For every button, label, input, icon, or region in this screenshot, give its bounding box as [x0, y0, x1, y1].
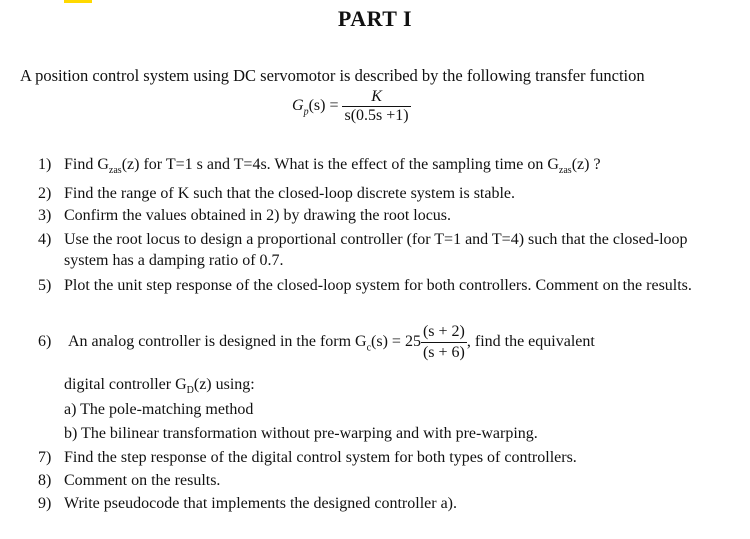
q6-cont-a: digital controller G	[64, 376, 187, 393]
question-6	[38, 322, 718, 363]
question-number: 2)	[38, 185, 52, 202]
q1-part-a: Find G	[64, 156, 109, 173]
tf-fraction	[342, 88, 410, 125]
q6-continuation	[64, 376, 255, 396]
question-text: Comment on the results.	[64, 472, 221, 489]
q6-cont-sub: D	[186, 385, 194, 397]
highlight-mark	[64, 0, 92, 3]
q6-subitem-b: b) The bilinear transformation without pre-warping and with pre-warping.	[64, 425, 538, 442]
q1-part-c: (z) ?	[571, 156, 601, 173]
question-2	[38, 183, 718, 204]
q6-subitem-a: a) The pole-matching method	[64, 401, 254, 418]
question-number: 6)	[38, 333, 52, 350]
q6-denominator: (s + 6)	[422, 344, 465, 361]
question-text: Find the step response of the digital control system for both types of controllers.	[64, 449, 577, 466]
q6-part-c: , find the equivalent	[466, 333, 595, 351]
tf-denominator: s(0.5s +1)	[344, 107, 409, 124]
question-text	[64, 154, 718, 181]
tf-numerator: K	[342, 88, 410, 107]
q6-part-b: (s) = 25	[371, 333, 421, 351]
tf-lhs-arg: (s) =	[308, 97, 339, 115]
question-3	[38, 205, 718, 226]
question-number: 5)	[38, 277, 52, 294]
question-number: 3)	[38, 207, 52, 224]
question-text: Confirm the values obtained in 2) by drawing the root locus.	[64, 207, 452, 224]
transfer-function	[292, 88, 411, 125]
q1-part-b: (z) for T=1 s and T=4s. What is the effect of the sampling time on G	[121, 156, 559, 173]
question-text: Write pseudocode that implements the designed controller a).	[64, 495, 458, 512]
q6-cont-b: (z) using:	[193, 376, 255, 393]
question-text: Use the root locus to design a proportional controller (for T=1 and T=4) such that the closed-loop system has a damping ratio of 0.7.	[64, 231, 688, 269]
q1-sub-1: zas	[108, 165, 122, 177]
question-1	[38, 154, 718, 181]
question-9	[38, 493, 718, 514]
tf-lhs-sub: p	[303, 106, 309, 118]
page-title: PART I	[337, 6, 413, 31]
question-number: 8)	[38, 472, 52, 489]
question-7	[38, 447, 718, 468]
q6-numerator: (s + 2)	[421, 322, 467, 343]
question-8	[38, 470, 718, 491]
question-4	[38, 229, 718, 271]
question-text	[68, 322, 718, 363]
question-5	[38, 275, 718, 296]
q6-sub: c	[366, 342, 372, 354]
question-number: 9)	[38, 495, 52, 512]
q6-part-a: An analog controller is designed in the form G	[68, 333, 367, 351]
q6-fraction	[421, 322, 467, 363]
question-text: Find the range of K such that the closed-loop discrete system is stable.	[64, 185, 516, 202]
question-text: Plot the unit step response of the closed-loop system for both controllers. Comment on the results.	[64, 277, 692, 294]
question-number: 7)	[38, 449, 52, 466]
intro-text: A position control system using DC servomotor is described by the following transfer function	[20, 66, 645, 85]
question-number: 4)	[38, 231, 52, 248]
tf-lhs: G	[292, 97, 304, 115]
q1-sub-2: zas	[558, 165, 572, 177]
question-number: 1)	[38, 156, 52, 173]
